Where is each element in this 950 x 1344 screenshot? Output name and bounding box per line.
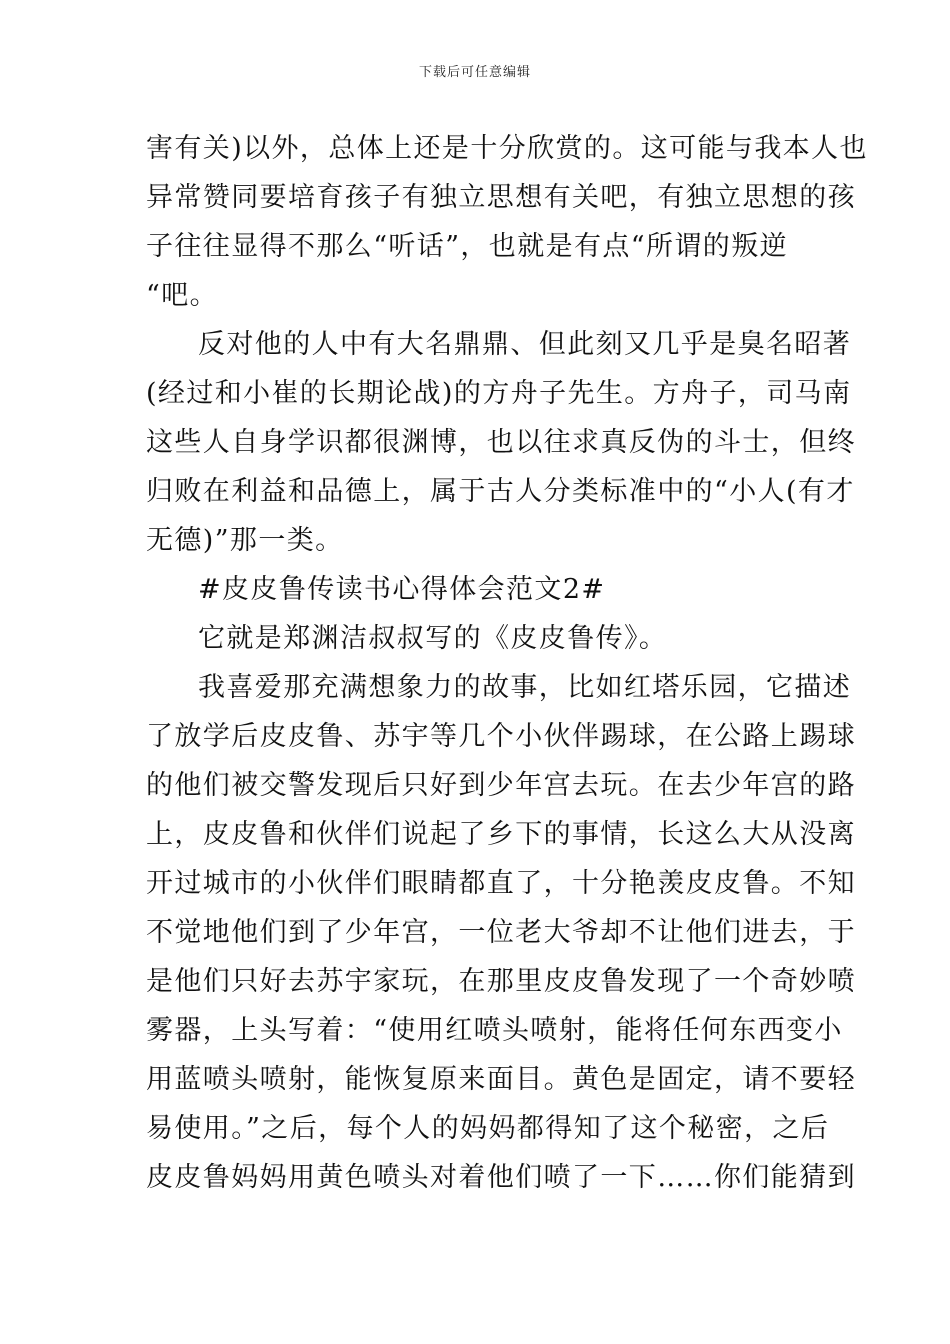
text-line: 易使用。”之后，每个人的妈妈都得知了这个秘密，之后 — [146, 1113, 830, 1144]
text-line: 反对他的人中有大名鼎鼎、但此刻又几乎是臭名昭著 — [198, 329, 852, 360]
text-line: 开过城市的小伙伴们眼睛都直了，十分艳羡皮皮鲁。不知 — [146, 868, 856, 899]
paragraph-story — [146, 663, 856, 1202]
text-line: 异常赞同要培育孩子有独立思想有关吧，有独立思想的孩 — [146, 182, 856, 213]
text-line: 皮皮鲁妈妈用黄色喷头对着他们喷了一下……你们能猜到 — [146, 1162, 856, 1193]
text-line: 子往往显得不那么“听话”，也就是有点“所谓的叛逆 — [146, 231, 789, 262]
page-header: 下载后可任意编辑 — [418, 65, 531, 80]
text-line: 雾器，上头写着：“使用红喷头喷射，能将任何东西变小 — [146, 1015, 843, 1046]
document-body — [146, 124, 868, 1202]
text-line: 了放学后皮皮鲁、苏宇等几个小伙伴踢球，在公路上踢球 — [146, 721, 856, 752]
section-title: #皮皮鲁传读书心得体会范文2# — [198, 574, 606, 605]
text-line: 用蓝喷头喷射，能恢复原来面目。黄色是固定，请不要轻 — [146, 1064, 856, 1095]
section-heading — [146, 565, 811, 614]
text-line: 归败在利益和品德上，属于古人分类标准中的“小人(有才 — [146, 476, 855, 507]
text-line: 害有关)以外，总体上还是十分欣赏的。这可能与我本人也 — [146, 133, 868, 164]
text-line: 我喜爱那充满想象力的故事，比如红塔乐园，它描述 — [198, 672, 852, 703]
text-line: “吧。 — [146, 280, 219, 311]
text-line: 不觉地他们到了少年宫，一位老大爷却不让他们进去，于 — [146, 917, 856, 948]
text-line: 上，皮皮鲁和伙伴们说起了乡下的事情，长这么大从没离 — [146, 819, 856, 850]
paragraph-intro — [146, 614, 811, 663]
text-line: (经过和小崔的长期论战)的方舟子先生。方舟子，司马南 — [146, 378, 852, 409]
paragraph-opponents — [146, 320, 856, 565]
text-line: 这些人自身学识都很渊博，也以往求真反伪的斗士，但终 — [146, 427, 856, 458]
paragraph-continuation — [146, 124, 868, 320]
text-line: 它就是郑渊洁叔叔写的《皮皮鲁传》。 — [198, 623, 668, 654]
text-line: 的他们被交警发现后只好到少年宫去玩。在去少年宫的路 — [146, 770, 856, 801]
text-line: 无德)”那一类。 — [146, 525, 344, 556]
text-line: 是他们只好去苏宇家玩，在那里皮皮鲁发现了一个奇妙喷 — [146, 966, 856, 997]
